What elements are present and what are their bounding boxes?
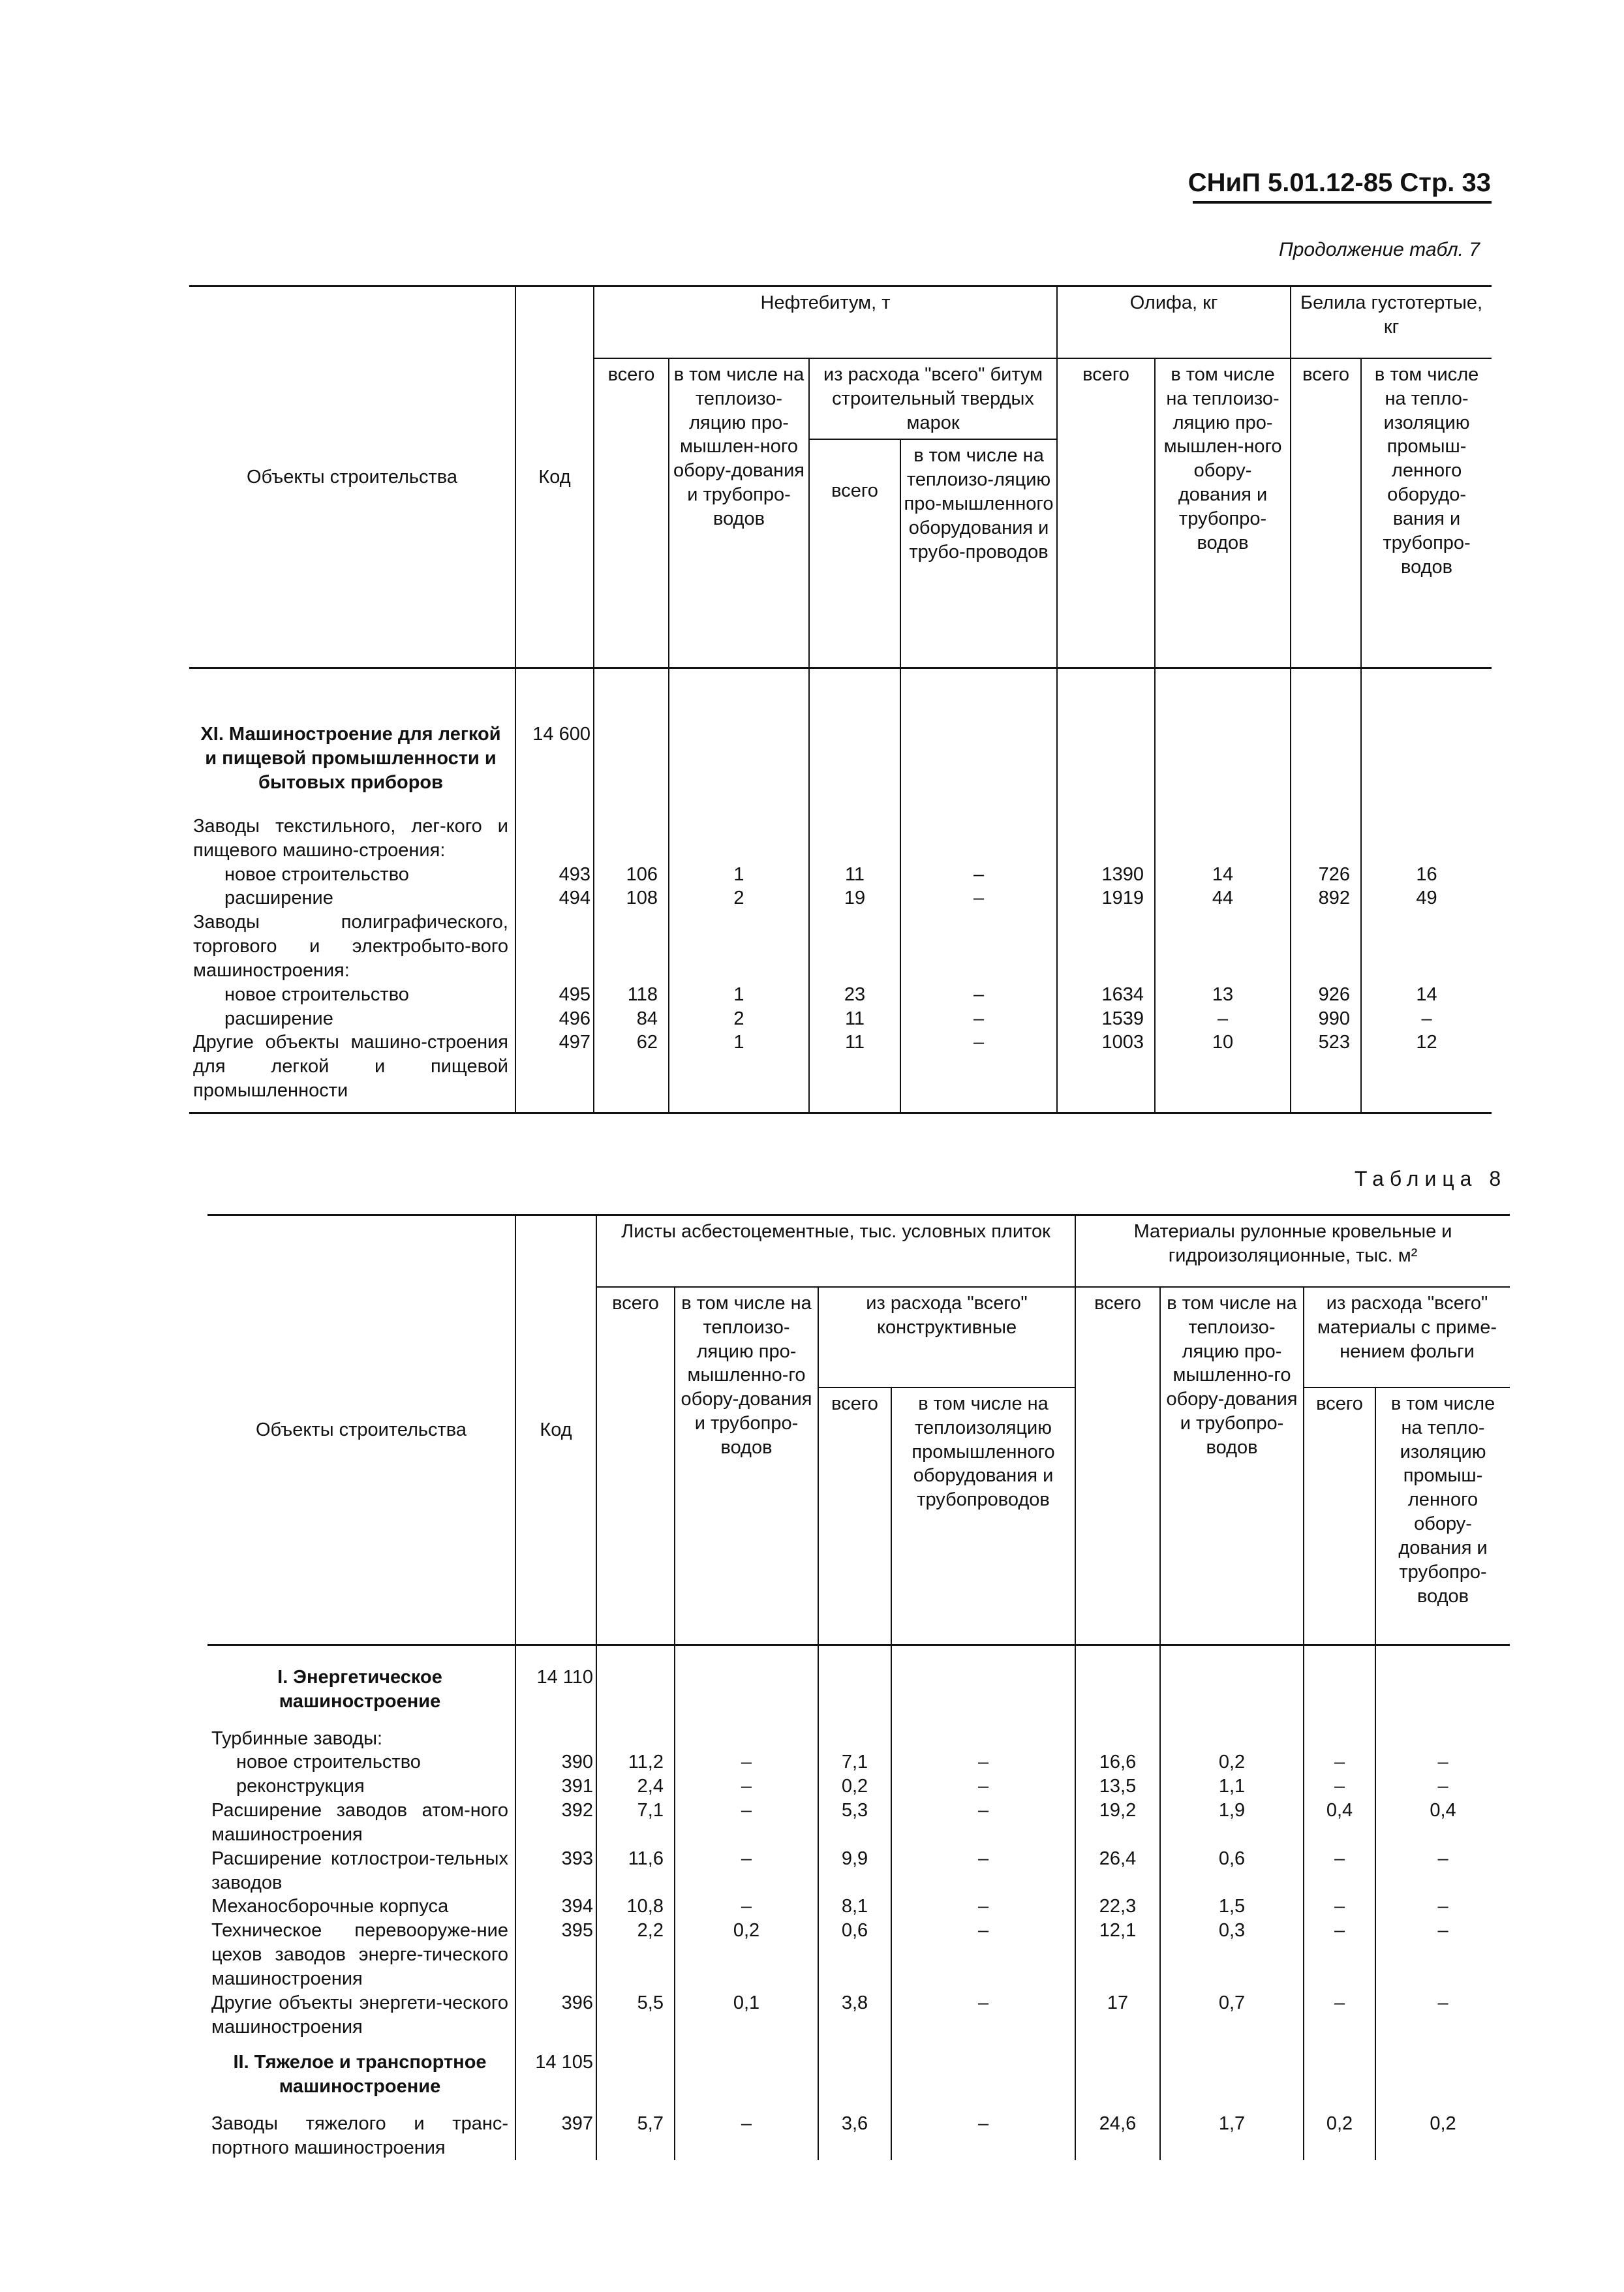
table-cell: – — [1304, 1774, 1375, 1799]
table-row — [207, 1750, 1510, 1774]
table-cell: – — [891, 1774, 1075, 1799]
section-code: 14 600 — [532, 724, 590, 745]
row-label: расширение — [224, 888, 333, 909]
table-cell: 26,4 — [1075, 1847, 1160, 1895]
table-7 — [189, 285, 1492, 1114]
group-label: Турбинные заводы: — [211, 1727, 383, 1749]
table-cell: 11 — [809, 1007, 900, 1031]
row-label: реконструкция — [236, 1776, 365, 1797]
col-header-konstr: из расхода "всего" конструктивные — [866, 1293, 1028, 1338]
table-cell: 5,3 — [818, 1799, 891, 1847]
row-label: новое строительство — [224, 863, 409, 885]
table-cell: 7,1 — [818, 1750, 891, 1774]
table-continuation-note: Продолжение табл. 7 — [1279, 239, 1480, 260]
table-cell: – — [1304, 1847, 1375, 1895]
col-header-objects: Объекты строительства — [255, 1419, 467, 1440]
table-cell: 19,2 — [1075, 1799, 1160, 1847]
table-cell: – — [1375, 1991, 1510, 2039]
table-row — [189, 863, 1492, 887]
col-header-belila-incl: в том числе на тепло-изоляцию промыш-ленного оборудо-вания и трубопро-водов — [1374, 364, 1479, 578]
section-title-xi: XI. Машиностроение для легкой и пищевой промышленности и бытовых приборов — [200, 724, 501, 794]
table-cell: – — [891, 2099, 1075, 2160]
table-cell: – — [1304, 1750, 1375, 1774]
table-cell: 396 — [515, 1991, 596, 2039]
table-cell: 5,5 — [596, 1991, 675, 2039]
table-cell: 1003 — [1057, 1030, 1155, 1113]
table-cell: – — [891, 1895, 1075, 1919]
table-cell: – — [1375, 1750, 1510, 1774]
table-cell: – — [675, 1774, 818, 1799]
row-label: Другие объекты машино-строения для легкой и пищевой промышленности — [193, 1032, 508, 1102]
table-cell: – — [1304, 1919, 1375, 1990]
table-cell: 44 — [1155, 886, 1291, 910]
row-label: Заводы тяжелого и транс-портного машиностроения — [211, 2113, 508, 2158]
table-cell: 0,1 — [675, 1991, 818, 2039]
table-cell: – — [900, 1030, 1057, 1113]
section-code: 14 110 — [536, 1667, 593, 1688]
table-cell: 394 — [515, 1895, 596, 1919]
table-row — [207, 1919, 1510, 1990]
table-cell: – — [891, 1799, 1075, 1847]
table-cell: 11 — [809, 1030, 900, 1113]
table-cell: 5,7 — [596, 2099, 675, 2160]
table-cell: 494 — [515, 886, 594, 910]
col-header-vsego: всего — [612, 1293, 659, 1314]
col-header-folga-vsego: всего — [1316, 1393, 1363, 1414]
table-cell: 397 — [515, 2099, 596, 2160]
table-cell: 392 — [515, 1799, 596, 1847]
page-header-title: СНиП 5.01.12-85 Стр. 33 — [1187, 168, 1491, 197]
row-label: Другие объекты энергети-ческого машиностроения — [211, 1992, 508, 2037]
table-row — [189, 983, 1492, 1007]
row-label: Техническое перевооруже-ние цехов заводов энерге-тического машиностроения — [211, 1920, 508, 1989]
col-header-belila-vsego: всего — [1302, 364, 1349, 385]
table-cell: 1 — [669, 983, 809, 1007]
col-header-folga: из расхода "всего" материалы с приме-нением фольги — [1317, 1293, 1497, 1362]
table-cell: 1390 — [1057, 863, 1155, 887]
table-cell: 892 — [1291, 886, 1361, 910]
table-cell: – — [675, 2099, 818, 2160]
table-row — [189, 1007, 1492, 1031]
col-header-bitum-incl: в том числе на теплоизо-ляцию про-мышленного оборудования и трубо-проводов — [904, 445, 1054, 563]
table-8 — [207, 1214, 1510, 2160]
table-cell: 0,4 — [1304, 1799, 1375, 1847]
table-cell: 1 — [669, 1030, 809, 1113]
table-cell: – — [891, 1919, 1075, 1990]
col-header-mat-vsego: всего — [1094, 1293, 1141, 1314]
table-cell: – — [675, 1895, 818, 1919]
col-header-konstr-vsego: всего — [831, 1393, 878, 1414]
table-cell: 16 — [1361, 863, 1492, 887]
table-cell: 12 — [1361, 1030, 1492, 1113]
table-cell: 14 — [1361, 983, 1492, 1007]
table-cell: – — [891, 1847, 1075, 1895]
table-cell: 13,5 — [1075, 1774, 1160, 1799]
table-cell: 1,9 — [1160, 1799, 1304, 1847]
table-cell: 1,1 — [1160, 1774, 1304, 1799]
col-header-olifa-incl: в том числе на теплоизо-ляцию про-мышлен-ного обору-дования и трубопро-водов — [1163, 364, 1282, 553]
table-cell: 14 — [1155, 863, 1291, 887]
col-header-mat-incl: в том числе на теплоизо-ляцию про-мышленно-го обору-дования и трубопро-водов — [1166, 1293, 1298, 1458]
table-cell: 0,7 — [1160, 1991, 1304, 2039]
table-cell: 49 — [1361, 886, 1492, 910]
table-cell: 1634 — [1057, 983, 1155, 1007]
table-cell: 10 — [1155, 1030, 1291, 1113]
table-cell: 0,2 — [1304, 2099, 1375, 2160]
table-cell: 8,1 — [818, 1895, 891, 1919]
row-label: Расширение котлострои-тельных заводов — [211, 1848, 508, 1893]
row-label: новое строительство — [236, 1752, 421, 1773]
table-cell: 0,6 — [1160, 1847, 1304, 1895]
table-cell: 2,4 — [596, 1774, 675, 1799]
table-row — [207, 2099, 1510, 2160]
col-header-konstr-incl: в том числе на теплоизоляцию промышленного оборудования и трубопроводов — [912, 1393, 1055, 1511]
table-cell: – — [900, 983, 1057, 1007]
table-cell: 497 — [515, 1030, 594, 1113]
row-label: расширение — [224, 1008, 333, 1029]
table-cell: – — [1361, 1007, 1492, 1031]
table-cell: 118 — [594, 983, 669, 1007]
row-label: новое строительство — [224, 983, 409, 1005]
col-header-incl-teplo: в том числе на теплоизо-ляцию про-мышлен-ного обору-дования и трубопро-водов — [673, 364, 804, 529]
table-cell: 0,4 — [1375, 1799, 1510, 1847]
table-cell: – — [1375, 1895, 1510, 1919]
table-row — [207, 1895, 1510, 1919]
table-cell: 108 — [594, 886, 669, 910]
table-cell: – — [900, 886, 1057, 910]
table-cell: 2 — [669, 1007, 809, 1031]
table-row — [207, 1799, 1510, 1847]
col-header-code: Код — [538, 466, 571, 488]
table-cell: 726 — [1291, 863, 1361, 887]
table-cell: 393 — [515, 1847, 596, 1895]
table-cell: 19 — [809, 886, 900, 910]
table-cell: – — [900, 1007, 1057, 1031]
col-header-olifa-vsego: всего — [1082, 364, 1129, 385]
section-code: 14 105 — [535, 2052, 593, 2073]
table-cell: – — [891, 1991, 1075, 2039]
table-cell: 0,6 — [818, 1919, 891, 1990]
table-cell: 11,6 — [596, 1847, 675, 1895]
table-cell: – — [1375, 1847, 1510, 1895]
table-cell: 390 — [515, 1750, 596, 1774]
table-8-caption: Таблица 8 — [1355, 1167, 1507, 1190]
table-cell: 24,6 — [1075, 2099, 1160, 2160]
col-header-bitum-vsego: всего — [831, 480, 878, 502]
col-header-code: Код — [540, 1419, 572, 1440]
table-cell: 523 — [1291, 1030, 1361, 1113]
col-header-belila: Белила густотертые, кг — [1300, 292, 1483, 337]
table-cell: 3,8 — [818, 1991, 891, 2039]
table-cell: 495 — [515, 983, 594, 1007]
table-cell: 1,7 — [1160, 2099, 1304, 2160]
table-cell: 13 — [1155, 983, 1291, 1007]
table-cell: 1 — [669, 863, 809, 887]
table-row — [189, 886, 1492, 910]
table-cell: 62 — [594, 1030, 669, 1113]
col-header-folga-incl: в том числе на тепло-изоляцию промыш-ленного обору-дования и трубопро-водов — [1390, 1393, 1495, 1607]
table-cell: 0,2 — [1160, 1750, 1304, 1774]
col-header-listy: Листы асбестоцементные, тыс. условных плиток — [621, 1221, 1050, 1242]
table-cell: 11 — [809, 863, 900, 887]
col-header-objects: Объекты строительства — [246, 466, 458, 488]
table-cell: – — [1304, 1991, 1375, 2039]
table-cell: 493 — [515, 863, 594, 887]
table-cell: – — [1375, 1774, 1510, 1799]
table-row — [207, 1847, 1510, 1895]
col-header-olifa: Олифа, кг — [1129, 292, 1218, 313]
table-cell: 10,8 — [596, 1895, 675, 1919]
table-cell: 7,1 — [596, 1799, 675, 1847]
table-cell: 9,9 — [818, 1847, 891, 1895]
table-cell: – — [1375, 1919, 1510, 1990]
table-cell: 395 — [515, 1919, 596, 1990]
table-cell: – — [1155, 1007, 1291, 1031]
table-cell: 3,6 — [818, 2099, 891, 2160]
row-label: Расширение заводов атом-ного машиностроения — [211, 1800, 508, 1845]
table-cell: 2 — [669, 886, 809, 910]
table-cell: – — [900, 863, 1057, 887]
col-header-materialy: Материалы рулонные кровельные и гидроизоляционные, тыс. м² — [1133, 1221, 1452, 1266]
table-cell: 2,2 — [596, 1919, 675, 1990]
table-cell: 84 — [594, 1007, 669, 1031]
group-label: Заводы текстильного, лег-кого и пищевого машино-строения: — [193, 815, 508, 861]
table-cell: 0,2 — [675, 1919, 818, 1990]
table-cell: – — [1304, 1895, 1375, 1919]
table-row — [189, 1030, 1492, 1113]
section-title-i: I. Энергетическое машиностроение — [277, 1667, 442, 1712]
col-header-iz-rashoda: из расхода "всего" битум строительный твердых марок — [823, 364, 1043, 433]
table-cell: 1919 — [1057, 886, 1155, 910]
header-rule — [1193, 201, 1492, 204]
table-cell: 17 — [1075, 1991, 1160, 2039]
table-cell: 22,3 — [1075, 1895, 1160, 1919]
table-cell: – — [675, 1799, 818, 1847]
table-cell: 106 — [594, 863, 669, 887]
table-cell: 0,2 — [1375, 2099, 1510, 2160]
table-cell: 391 — [515, 1774, 596, 1799]
table-cell: 496 — [515, 1007, 594, 1031]
col-header-incl-teplo: в том числе на теплоизо-ляцию про-мышленно-го обору-дования и трубопро-водов — [681, 1293, 812, 1458]
table-cell: 0,2 — [818, 1774, 891, 1799]
table-cell: 926 — [1291, 983, 1361, 1007]
section-title-ii: II. Тяжелое и транспортное машиностроение — [233, 2052, 487, 2098]
table-row — [207, 1774, 1510, 1799]
table-cell: 16,6 — [1075, 1750, 1160, 1774]
row-label: Механосборочные корпуса — [211, 1896, 449, 1917]
group-label: Заводы полиграфического, торгового и электробыто-вого машиностроения: — [193, 912, 508, 981]
col-header-vsego: всего — [607, 364, 655, 385]
table-cell: 0,3 — [1160, 1919, 1304, 1990]
table-cell: 11,2 — [596, 1750, 675, 1774]
table-cell: 1539 — [1057, 1007, 1155, 1031]
table-cell: – — [675, 1750, 818, 1774]
col-header-neftebitum: Нефтебитум, т — [760, 292, 891, 313]
table-cell: – — [891, 1750, 1075, 1774]
table-cell: – — [675, 1847, 818, 1895]
table-cell: 990 — [1291, 1007, 1361, 1031]
table-row — [207, 1991, 1510, 2039]
table-cell: 23 — [809, 983, 900, 1007]
table-cell: 1,5 — [1160, 1895, 1304, 1919]
table-cell: 12,1 — [1075, 1919, 1160, 1990]
